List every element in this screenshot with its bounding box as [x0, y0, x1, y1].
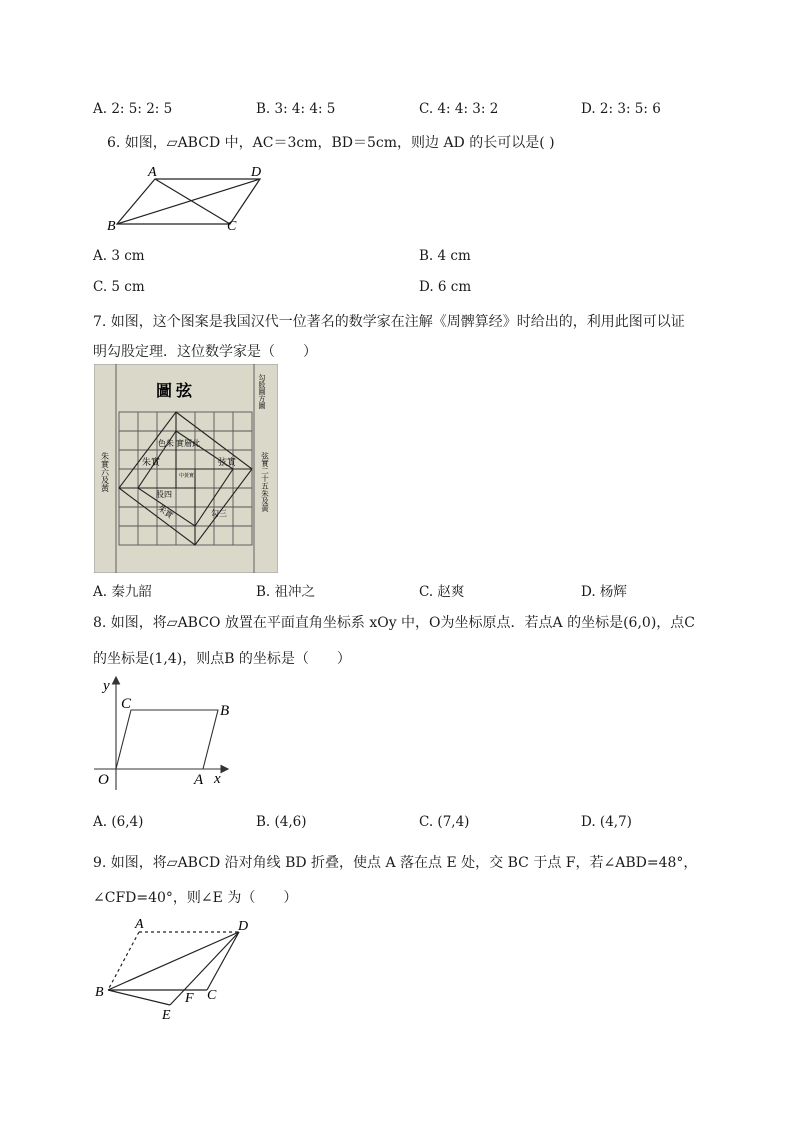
q7-figure-center: 中黃實: [179, 474, 195, 479]
q7-option-b: B. 祖冲之: [256, 584, 316, 600]
q9-label-f: F: [185, 991, 194, 1006]
q9-fold-figure: [92, 912, 262, 1024]
q5-option-b: B. 3: 4: 4: 5: [256, 101, 336, 117]
q6-label-d: D: [251, 165, 262, 180]
q5-option-a: A. 2: 5: 2: 5: [93, 101, 173, 117]
q7-figure-gu-si: 股四: [156, 490, 172, 499]
q9-label-b: B: [95, 985, 104, 1000]
q7-stem-line1: 7. 如图，这个图案是我国汉代一位著名的数学家在注解《周髀算经》时给出的，利用此图可以证: [93, 314, 685, 330]
q7-stem-line2: 明勾股定理．这位数学家是（ ）: [93, 344, 317, 360]
q7-figure-right-top: 勾股圓方圖: [258, 374, 266, 409]
q6-option-a: A. 3 cm: [93, 248, 145, 264]
q7-figure-gou-san: 勾三: [211, 509, 227, 518]
q5-option-d: D. 2: 3: 5: 6: [581, 101, 661, 117]
q7-figure-title: 圖 弦: [156, 383, 193, 400]
q8-stem-line1: 8. 如图，将▱ABCO 放置在平面直角坐标系 xOy 中，O为坐标原点．若点A 的坐标是(6,0)，点C: [93, 615, 695, 631]
q8-coordinate-figure: [92, 672, 242, 792]
q8-stem-line2: 的坐标是(1,4)，则点B 的坐标是（ ）: [93, 651, 351, 667]
q7-option-c: C. 赵爽: [419, 584, 465, 600]
q6-option-b: B. 4 cm: [419, 248, 471, 264]
q8-option-a: A. (6,4): [93, 814, 144, 830]
q6-label-a: A: [148, 165, 157, 180]
q9-label-a: A: [135, 917, 144, 932]
q7-xian-tu-figure: [94, 364, 278, 573]
q6-label-c: C: [227, 219, 237, 234]
q6-stem: 6. 如图，▱ABCD 中，AC＝3cm，BD＝5cm，则边 AD 的长可以是( ): [107, 135, 555, 151]
q8-label-c: C: [121, 696, 132, 712]
q7-option-d: D. 杨辉: [581, 584, 627, 600]
q5-option-c: C. 4: 4: 3: 2: [419, 101, 499, 117]
q7-figure-right-side: 弦實二十五朱及黃: [260, 452, 270, 512]
q7-figure-inner-top: 色朱 實層此: [158, 439, 200, 448]
q8-label-a: A: [194, 772, 204, 788]
q7-figure-xian-shi: 弦實: [218, 457, 237, 467]
q7-option-a: A. 秦九韶: [93, 584, 152, 600]
q9-stem-line1: 9. 如图，将▱ABCD 沿对角线 BD 折叠，使点 A 落在点 E 处，交 BC 于点 F，若∠ABD=48°，: [93, 855, 698, 871]
q7-figure-zhu-shi-bottom: 朱實: [156, 503, 175, 521]
q8-label-x: x: [214, 771, 221, 787]
q9-stem-line2: ∠CFD=40°，则∠E 为（ ）: [93, 890, 298, 906]
q6-option-c: C. 5 cm: [93, 279, 145, 295]
q8-option-c: C. (7,4): [419, 814, 470, 830]
q9-label-e: E: [162, 1008, 171, 1023]
q6-parallelogram-figure: [100, 160, 280, 238]
q6-option-d: D. 6 cm: [419, 279, 472, 295]
q7-figure-zhu-shi-left: 朱實: [142, 457, 161, 467]
q8-option-d: D. (4,7): [581, 814, 632, 830]
q9-label-d: D: [238, 919, 249, 934]
q8-option-b: B. (4,6): [256, 814, 307, 830]
q9-label-c: C: [207, 988, 217, 1003]
q8-label-o: O: [98, 772, 109, 788]
q8-label-b: B: [220, 703, 230, 719]
q8-label-y: y: [103, 678, 110, 694]
q7-figure-left-side: 朱實六及黃: [100, 452, 110, 492]
q6-label-b: B: [107, 219, 116, 234]
